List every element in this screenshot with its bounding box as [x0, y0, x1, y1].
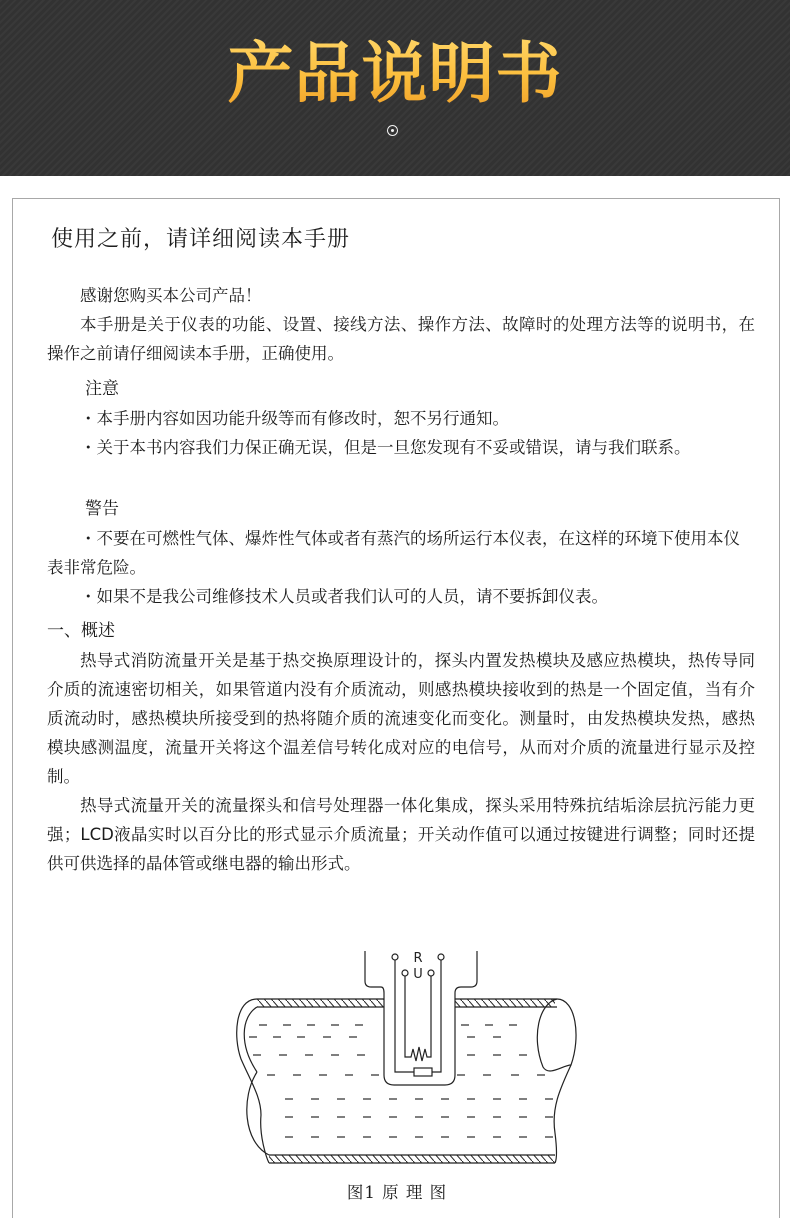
liquid-dashes	[249, 1025, 553, 1137]
circle-dot-icon	[387, 125, 398, 136]
page-title: 产品说明书	[0, 36, 790, 112]
label-u: U	[413, 967, 423, 982]
figure-caption: 图1 原 理 图	[346, 1183, 448, 1202]
principle-diagram	[231, 937, 595, 1177]
overview-paragraph: 热导式消防流量开关是基于热交换原理设计的，探头内置发热模块及感应热模块，热传导同介质的流速密切相关，如果管道内没有介质流动，则感热模块接收到的热是一个固定值，当有介质流动时，感热模块所接受到的热将随介质的流速变化而变化。测量时，由发热模块发热，感热模块感测温度，流量开关将这个温差信号转化成对应的电信号，从而对介质的流量进行显示及控制。	[47, 651, 755, 786]
intro-thanks: 感谢您购买本公司产品！	[80, 286, 262, 305]
manual-document	[12, 198, 780, 1218]
label-r: R	[413, 951, 423, 966]
warning-title: 警告	[85, 499, 119, 519]
overview-paragraph: 热导式流量开关的流量探头和信号处理器一体化集成，探头采用特殊抗结垢涂层抗污能力更强；LCD液晶实时以百分比的形式显示介质流量；开关动作值可以通过按键进行调整；同时还提供可供选择的晶体管或继电器的输出形式。	[47, 796, 755, 873]
notice-item: ・本手册内容如因功能升级等而有修改时，恕不另行通知。	[80, 409, 509, 428]
header-banner	[0, 0, 790, 176]
intro-section	[47, 281, 755, 368]
warning-item: ・不要在可燃性气体、爆炸性气体或者有蒸汽的场所运行本仪表，在这样的环境下使用本仪表非常危险。	[47, 529, 740, 577]
warning-item: ・如果不是我公司维修技术人员或者我们认可的人员，请不要拆卸仪表。	[80, 587, 608, 606]
warning-section	[47, 495, 755, 611]
notice-item: ・关于本书内容我们力保正确无误，但是一旦您发现有不妥或错误，请与我们联系。	[80, 438, 691, 457]
notice-title: 注意	[85, 379, 119, 399]
intro-description: 本手册是关于仪表的功能、设置、接线方法、操作方法、故障时的处理方法等的说明书，在操作之前请仔细阅读本手册，正确使用。	[47, 315, 755, 363]
notice-section	[47, 375, 755, 462]
pipe-icon	[237, 999, 576, 1163]
overview-section	[47, 617, 755, 878]
overview-title: 一、概述	[47, 621, 115, 641]
document-heading: 使用之前，请详细阅读本手册	[51, 227, 351, 252]
